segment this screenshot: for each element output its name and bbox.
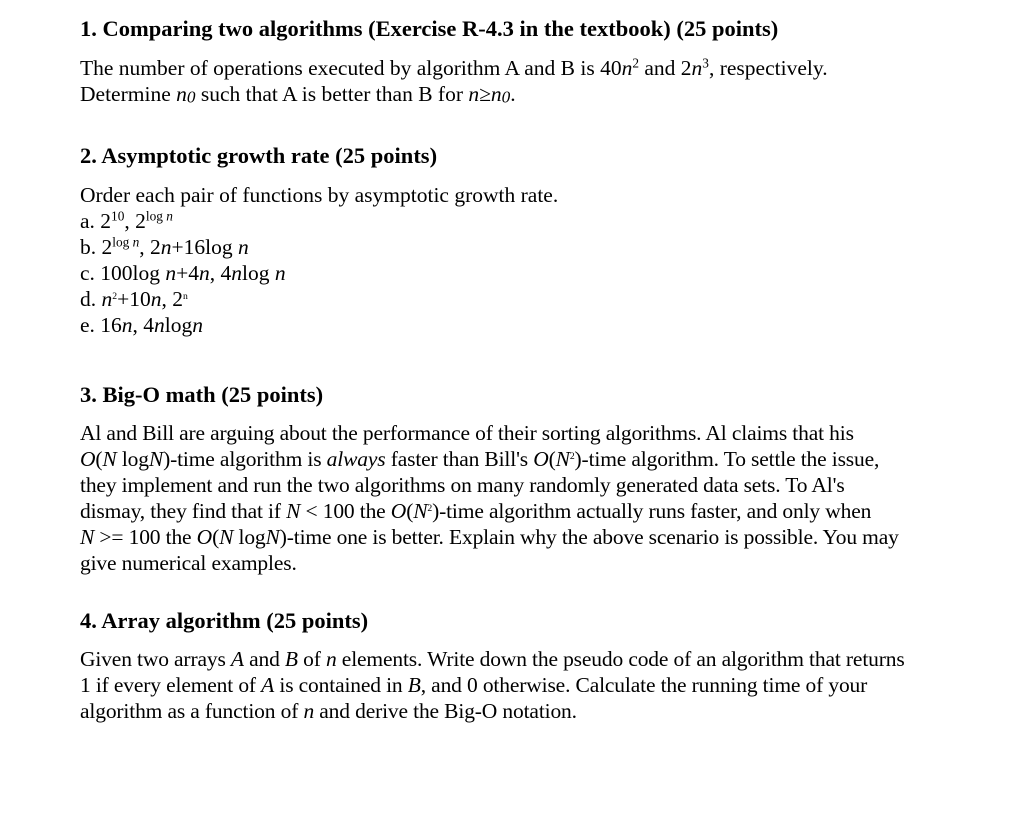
- text-run: A: [261, 673, 275, 697]
- text-run: log: [233, 525, 266, 549]
- text-run: < 100 the: [300, 499, 391, 523]
- text-run: ≥: [479, 82, 491, 106]
- text-run: n: [238, 235, 249, 259]
- text-run: N: [286, 499, 301, 523]
- text-run: , respectively.: [708, 56, 828, 80]
- text-run: Determine: [80, 82, 177, 106]
- question-4-heading: 4. Array algorithm (25 points): [80, 608, 369, 633]
- text-line: [80, 420, 980, 446]
- question-4: [80, 608, 980, 724]
- text-run: , 2: [161, 287, 183, 311]
- text-run: n: [192, 313, 204, 337]
- text-run: )-time algorithm actually runs faster, and only when: [432, 499, 872, 523]
- text-run: N: [265, 525, 280, 549]
- text-line: [80, 286, 980, 312]
- text-line: [80, 498, 980, 524]
- text-run: , and 0 otherwise. Calculate the running time of your: [420, 673, 868, 697]
- text-run: , 4: [209, 261, 232, 285]
- text-run: log: [164, 313, 193, 337]
- subscript: 0: [186, 87, 196, 107]
- text-run: N: [555, 447, 570, 471]
- text-run: O: [533, 447, 549, 471]
- text-run: is contained in: [274, 673, 408, 697]
- text-run: and: [243, 647, 285, 671]
- text-run: N: [102, 447, 117, 471]
- text-run: faster than Bill's: [385, 447, 534, 471]
- text-run: (: [548, 447, 556, 471]
- text-line: [80, 234, 980, 260]
- question-4-body: [80, 646, 980, 724]
- text-run: B: [407, 673, 421, 697]
- subscript: 0: [501, 87, 511, 107]
- question-1-heading: 1. Comparing two algorithms (Exercise R-4.3 in the textbook) (25 points): [80, 16, 779, 41]
- superscript: 2: [427, 502, 433, 514]
- text-run: +10: [117, 287, 151, 311]
- text-line: [80, 182, 980, 208]
- text-line: [80, 698, 980, 724]
- text-run: n: [691, 56, 703, 80]
- text-run: they implement and run the two algorithms on many randomly generated data sets. To Al's: [80, 473, 845, 497]
- text-run: N: [219, 525, 234, 549]
- superscript: n: [182, 290, 188, 302]
- text-run: such that A is better than B for: [195, 82, 469, 106]
- text-run: +16log: [171, 235, 239, 259]
- question-2: [80, 143, 980, 338]
- text-run: Given two arrays: [80, 647, 231, 671]
- text-line: [80, 672, 980, 698]
- text-run: 1 if every element of: [80, 673, 262, 697]
- text-run: .: [510, 82, 516, 106]
- text-run: )-time algorithm is: [163, 447, 327, 471]
- text-run: n: [176, 82, 187, 106]
- text-run: N: [80, 525, 95, 549]
- superscript: 10: [111, 208, 125, 224]
- text-run: n: [160, 235, 172, 259]
- question-3-body: [80, 420, 980, 576]
- superscript: 2: [632, 55, 639, 71]
- text-line: [80, 208, 980, 234]
- text-run: n: [303, 699, 315, 723]
- text-run: b. 2: [80, 235, 113, 259]
- text-run: O: [390, 499, 407, 523]
- text-run: The number of operations executed by algorithm A and B is 40: [80, 56, 622, 80]
- text-run: always: [326, 447, 386, 471]
- text-line: [80, 312, 980, 338]
- superscript: log: [145, 208, 167, 224]
- text-run: Order each pair of functions by asymptotic growth rate.: [80, 183, 559, 207]
- text-line: [80, 446, 980, 472]
- text-run: and 2: [639, 56, 692, 80]
- text-run: O: [196, 525, 213, 549]
- text-run: c. 100log: [80, 261, 166, 285]
- text-run: n: [154, 313, 165, 337]
- text-run: n: [468, 82, 480, 106]
- text-run: , 2: [139, 235, 161, 259]
- text-run: elements. Write down the pseudo code of an algorithm that returns: [336, 647, 905, 671]
- text-line: [80, 550, 980, 576]
- superscript: 3: [702, 55, 709, 71]
- text-run: n: [101, 287, 113, 311]
- text-run: A: [230, 647, 244, 671]
- text-run: (: [95, 447, 103, 471]
- text-line: [80, 55, 980, 81]
- text-run: n: [325, 647, 337, 671]
- text-run: N: [413, 499, 428, 523]
- text-run: >= 100 the: [94, 525, 197, 549]
- text-run: give numerical examples.: [80, 551, 297, 575]
- text-run: (: [212, 525, 220, 549]
- text-run: B: [284, 647, 298, 671]
- superscript: 2: [569, 450, 575, 462]
- superscript: log: [112, 234, 133, 250]
- text-run: d.: [80, 287, 102, 311]
- text-line: [80, 646, 980, 672]
- question-2-heading: 2. Asymptotic growth rate (25 points): [80, 143, 438, 168]
- question-3: [80, 382, 980, 576]
- text-run: a. 2: [80, 209, 112, 233]
- superscript: n: [166, 208, 173, 224]
- text-run: O: [80, 447, 96, 471]
- text-run: of: [297, 647, 326, 671]
- superscript: 2: [112, 290, 118, 302]
- text-run: n: [199, 261, 210, 285]
- text-run: n: [150, 287, 162, 311]
- text-run: )-time one is better. Explain why the above scenario is possible. You may: [279, 525, 899, 549]
- text-run: and derive the Big-O notation.: [314, 699, 577, 723]
- text-line: [80, 524, 980, 550]
- text-run: )-time algorithm. To settle the issue,: [574, 447, 880, 471]
- question-2-body: [80, 182, 980, 338]
- text-run: , 2: [124, 209, 146, 233]
- text-run: (: [406, 499, 414, 523]
- text-run: log: [116, 447, 149, 471]
- text-run: e. 16: [80, 313, 122, 337]
- text-run: Al and Bill are arguing about the performance of their sorting algorithms. Al claims that his: [80, 421, 854, 445]
- text-run: n: [231, 261, 243, 285]
- text-run: n: [121, 313, 133, 337]
- text-line: [80, 260, 980, 286]
- text-run: n: [165, 261, 177, 285]
- text-run: dismay, they find that if: [80, 499, 287, 523]
- text-line: [80, 81, 980, 107]
- text-run: algorithm as a function of: [80, 699, 304, 723]
- question-1-body: [80, 55, 980, 107]
- question-1: [80, 16, 980, 107]
- text-run: n: [621, 56, 633, 80]
- text-run: , 4: [132, 313, 155, 337]
- text-line: [80, 472, 980, 498]
- text-run: N: [148, 447, 164, 471]
- text-run: n: [274, 261, 286, 285]
- text-run: +4: [176, 261, 200, 285]
- text-run: log: [242, 261, 275, 285]
- question-3-heading: 3. Big-O math (25 points): [80, 382, 324, 407]
- superscript: n: [132, 234, 140, 250]
- text-run: n: [490, 82, 502, 106]
